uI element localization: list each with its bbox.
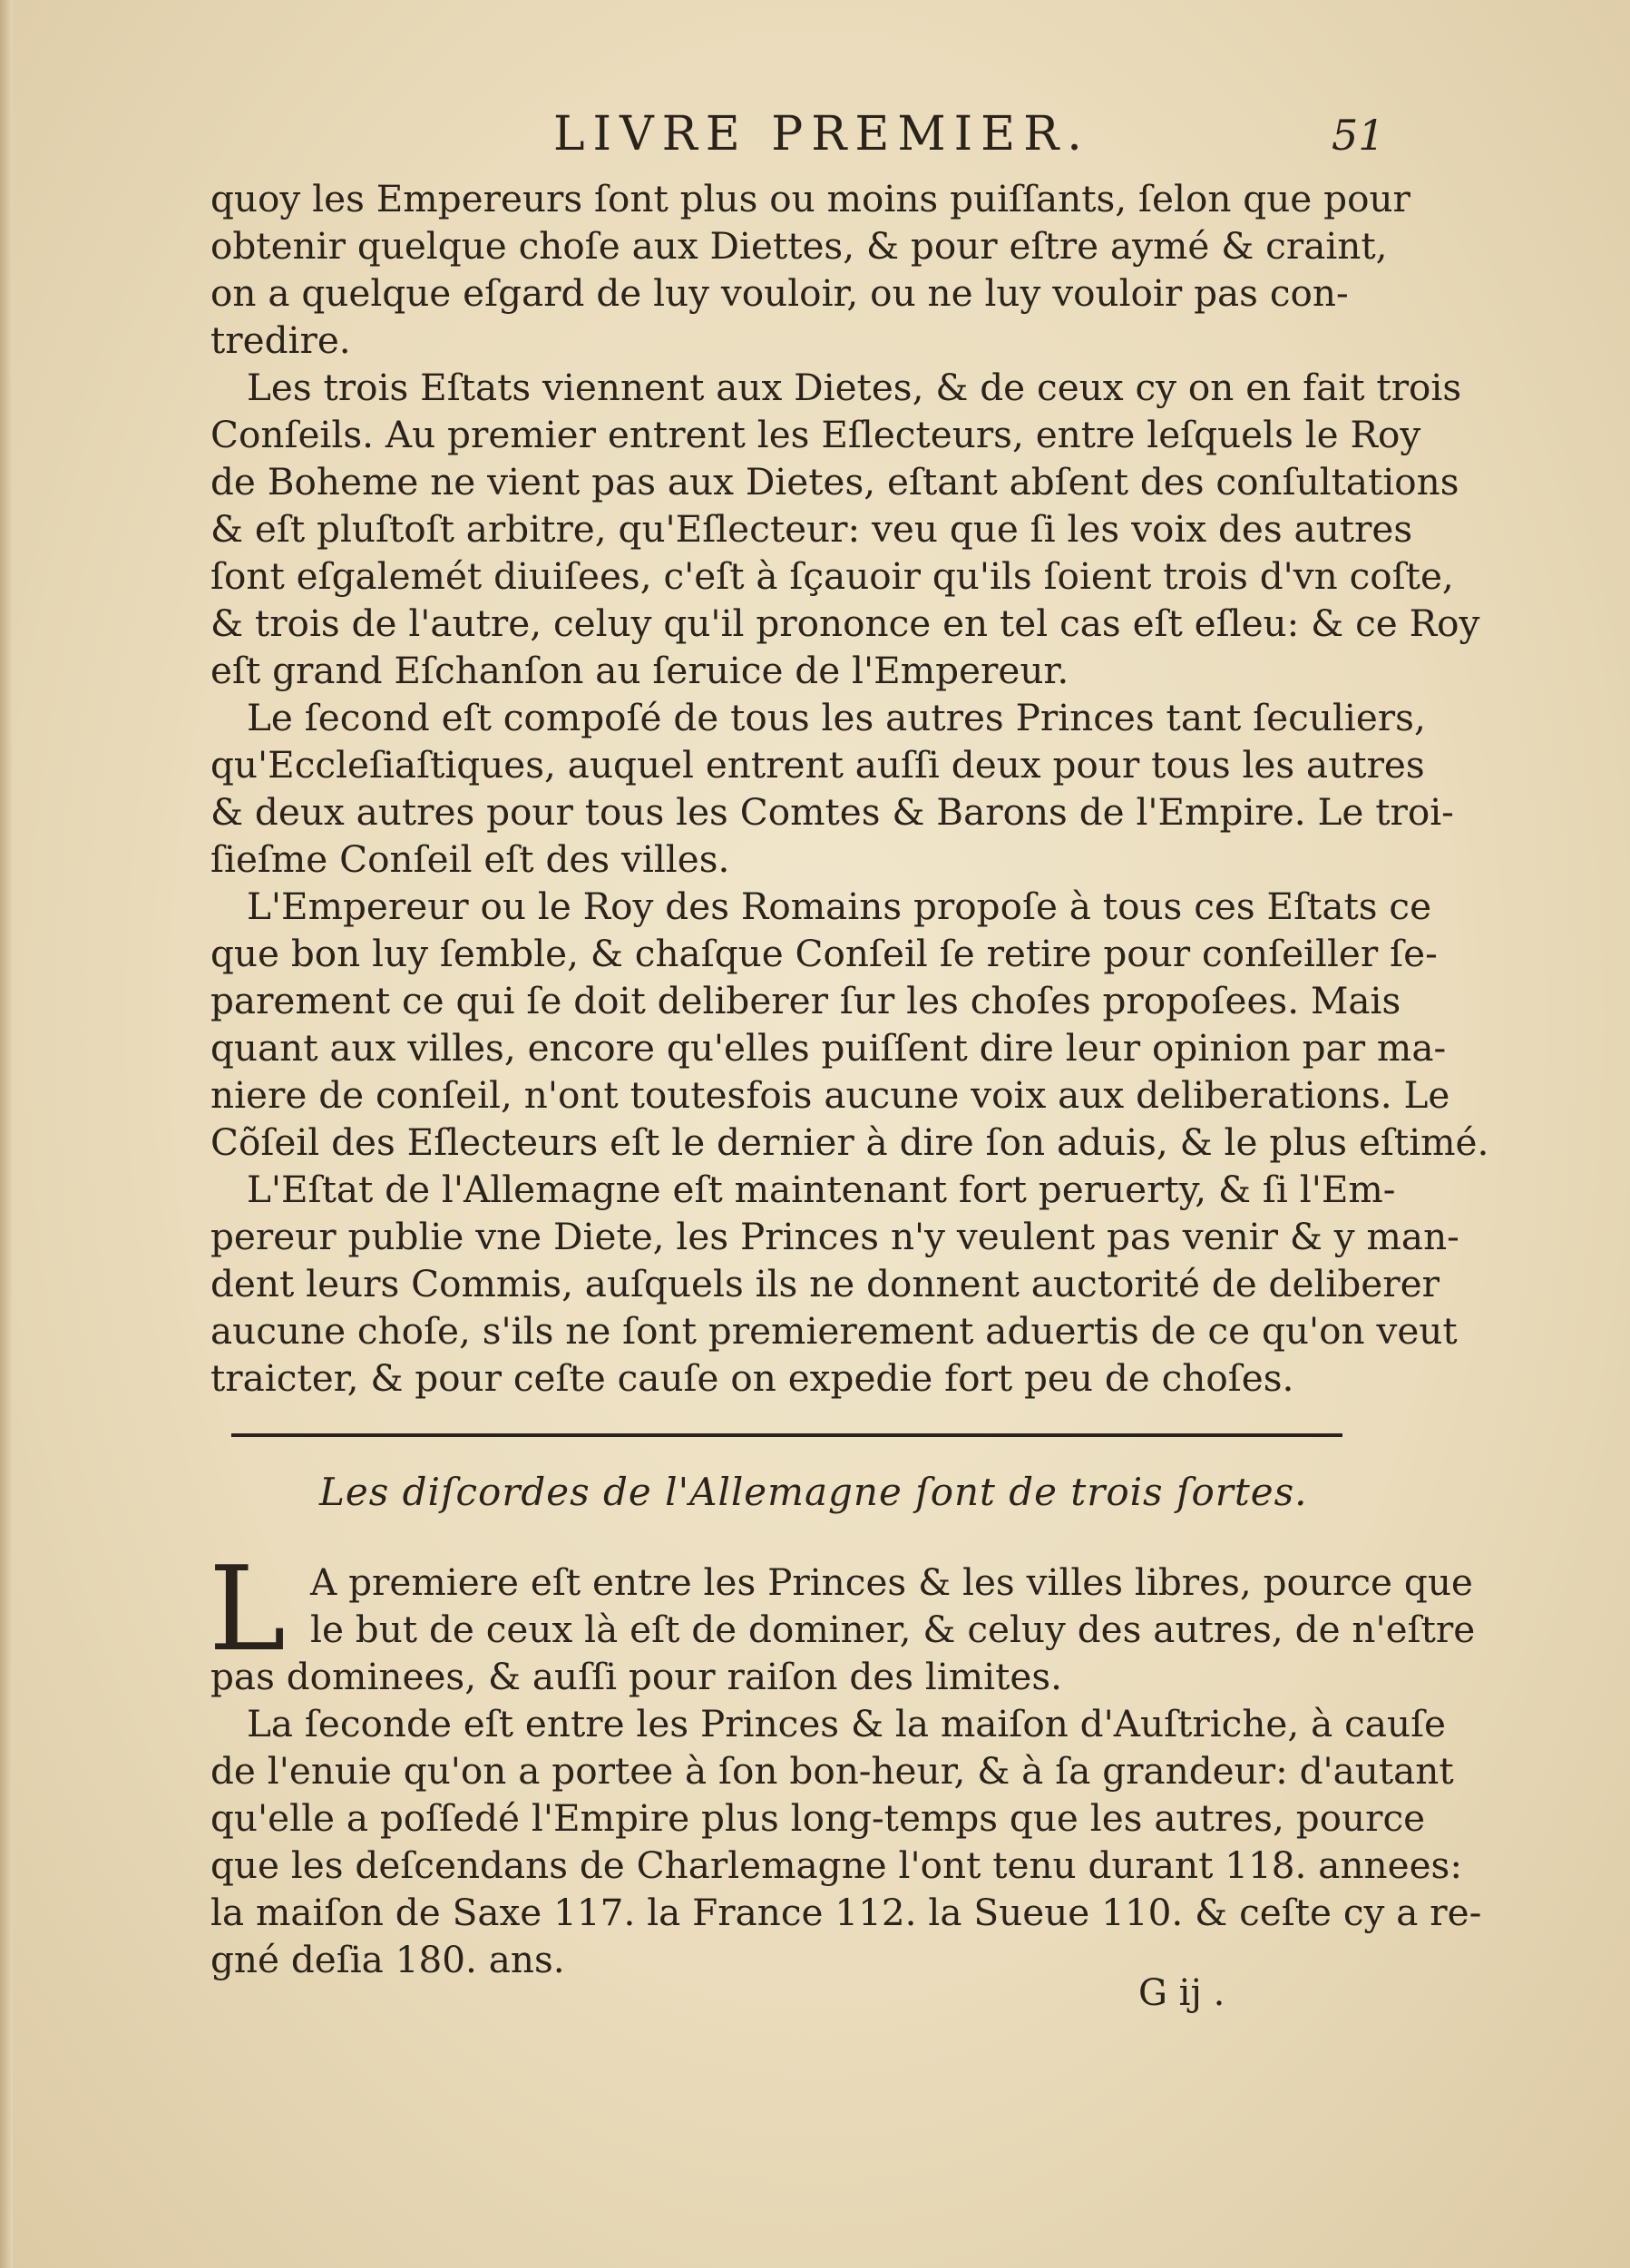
text-line: Conſeils. Au premier entrent les Eſlecteurs, entre leſquels le Roy [210, 413, 1421, 456]
text-line: qu'Eccleſiaſtiques, auquel entrent auſſi deux pour tous les autres [210, 743, 1425, 787]
text-line: & eſt pluſtoſt arbitre, qu'Eſlecteur: veu que ſi les voix des autres [210, 507, 1413, 551]
section-divider [231, 1433, 1342, 1437]
text-line: & trois de l'autre, celuy qu'il prononce en tel cas eſt eſleu: & ce Roy [210, 601, 1480, 645]
text-line: qu'elle a poſſedé l'Empire plus long-temps que les autres, pource [210, 1796, 1426, 1840]
text-line: quoy les Empereurs ſont plus ou moins puiſſants, ſelon que pour [210, 177, 1410, 220]
text-line: que bon luy ſemble, & chaſque Conſeil ſe retire pour conſeiller ſe- [210, 932, 1438, 975]
text-line: de Boheme ne vient pas aux Dietes, eſtant abſent des conſultations [210, 460, 1459, 503]
main-text [210, 175, 1489, 1402]
page-number: 51 [1332, 111, 1385, 160]
text-line: La ſeconde eſt entre les Princes & la maiſon d'Auſtriche, à cauſe [247, 1702, 1447, 1745]
text-line: & deux autres pour tous les Comtes & Barons de l'Empire. Le troi- [210, 790, 1454, 834]
page-header [0, 98, 1630, 171]
text-line: niere de conſeil, n'ont toutesfois aucune voix aux deliberations. Le [210, 1073, 1450, 1117]
section-title: Les diſcordes de l'Allemagne ſont de trois ſortes. [319, 1470, 1308, 1514]
text-line: Cõſeil des Eſlecteurs eſt le dernier à dire ſon aduis, & le plus eſtimé. [210, 1120, 1489, 1164]
text-line: L'Empereur ou le Roy des Romains propoſe à tous ces Eſtats ce [247, 885, 1432, 928]
section-text [209, 1542, 1482, 1983]
text-line: ſieſme Conſeil eſt des villes. [210, 837, 730, 881]
text-line: le but de ceux là eſt de dominer, & celuy des autres, de n'eſtre [310, 1608, 1476, 1651]
text-line: Les trois Eſtats viennent aux Dietes, & de ceux cy on en fait trois [247, 366, 1462, 409]
text-line: tredire. [210, 318, 351, 362]
text-line: dent leurs Commis, auſquels ils ne donnent auctorité de deliberer [210, 1262, 1440, 1305]
text-line: Le ſecond eſt compoſé de tous les autres Princes tant ſeculiers, [247, 696, 1426, 739]
text-line: la maiſon de Saxe 117. la France 112. la Sueue 110. & ceſte cy a re- [210, 1891, 1482, 1934]
text-line: obtenir quelque choſe aux Diettes, & pour eſtre aymé & craint, [210, 224, 1388, 268]
drop-cap: L [209, 1542, 286, 1677]
running-head: LIVRE PREMIER. [553, 107, 1090, 161]
text-line: on a quelque eſgard de luy vouloir, ou ne luy vouloir pas con- [210, 271, 1349, 315]
text-line: eſt grand Eſchanſon au ſeruice de l'Empereur. [210, 649, 1069, 692]
text-line: que les deſcendans de Charlemagne l'ont tenu durant 118. annees: [210, 1843, 1462, 1887]
text-line: quant aux villes, encore qu'elles puiſſent dire leur opinion par ma- [210, 1026, 1447, 1070]
text-line: parement ce qui ſe doit deliberer ſur les choſes propoſees. Mais [210, 979, 1401, 1022]
text-line: ſont eſgalemét diuiſees, c'eſt à ſçauoir qu'ils ſoient trois d'vn coſte, [210, 554, 1454, 598]
text-line: pas dominees, & auſſi pour raiſon des limites. [210, 1655, 1063, 1698]
text-line: L'Eſtat de l'Allemagne eſt maintenant fort peruerty, & ſi l'Em- [247, 1168, 1396, 1211]
text-line: de l'enuie qu'on a portee à ſon bon-heur, & à ſa grandeur: d'autant [210, 1749, 1454, 1793]
page-edge [0, 0, 13, 2268]
text-line: traicter, & pour ceſte cauſe on expedie fort peu de choſes. [210, 1356, 1294, 1400]
signature-mark: G ij . [1138, 1972, 1225, 2014]
text-line: gné deſia 180. ans. [210, 1938, 565, 1981]
text-line: A premiere eſt entre les Princes & les villes libres, pource que [310, 1560, 1473, 1604]
text-line: aucune choſe, s'ils ne ſont premierement aduertis de ce qu'on veut [210, 1309, 1458, 1353]
text-line: pereur publie vne Diete, les Princes n'y veulent pas venir & y man- [210, 1215, 1459, 1258]
